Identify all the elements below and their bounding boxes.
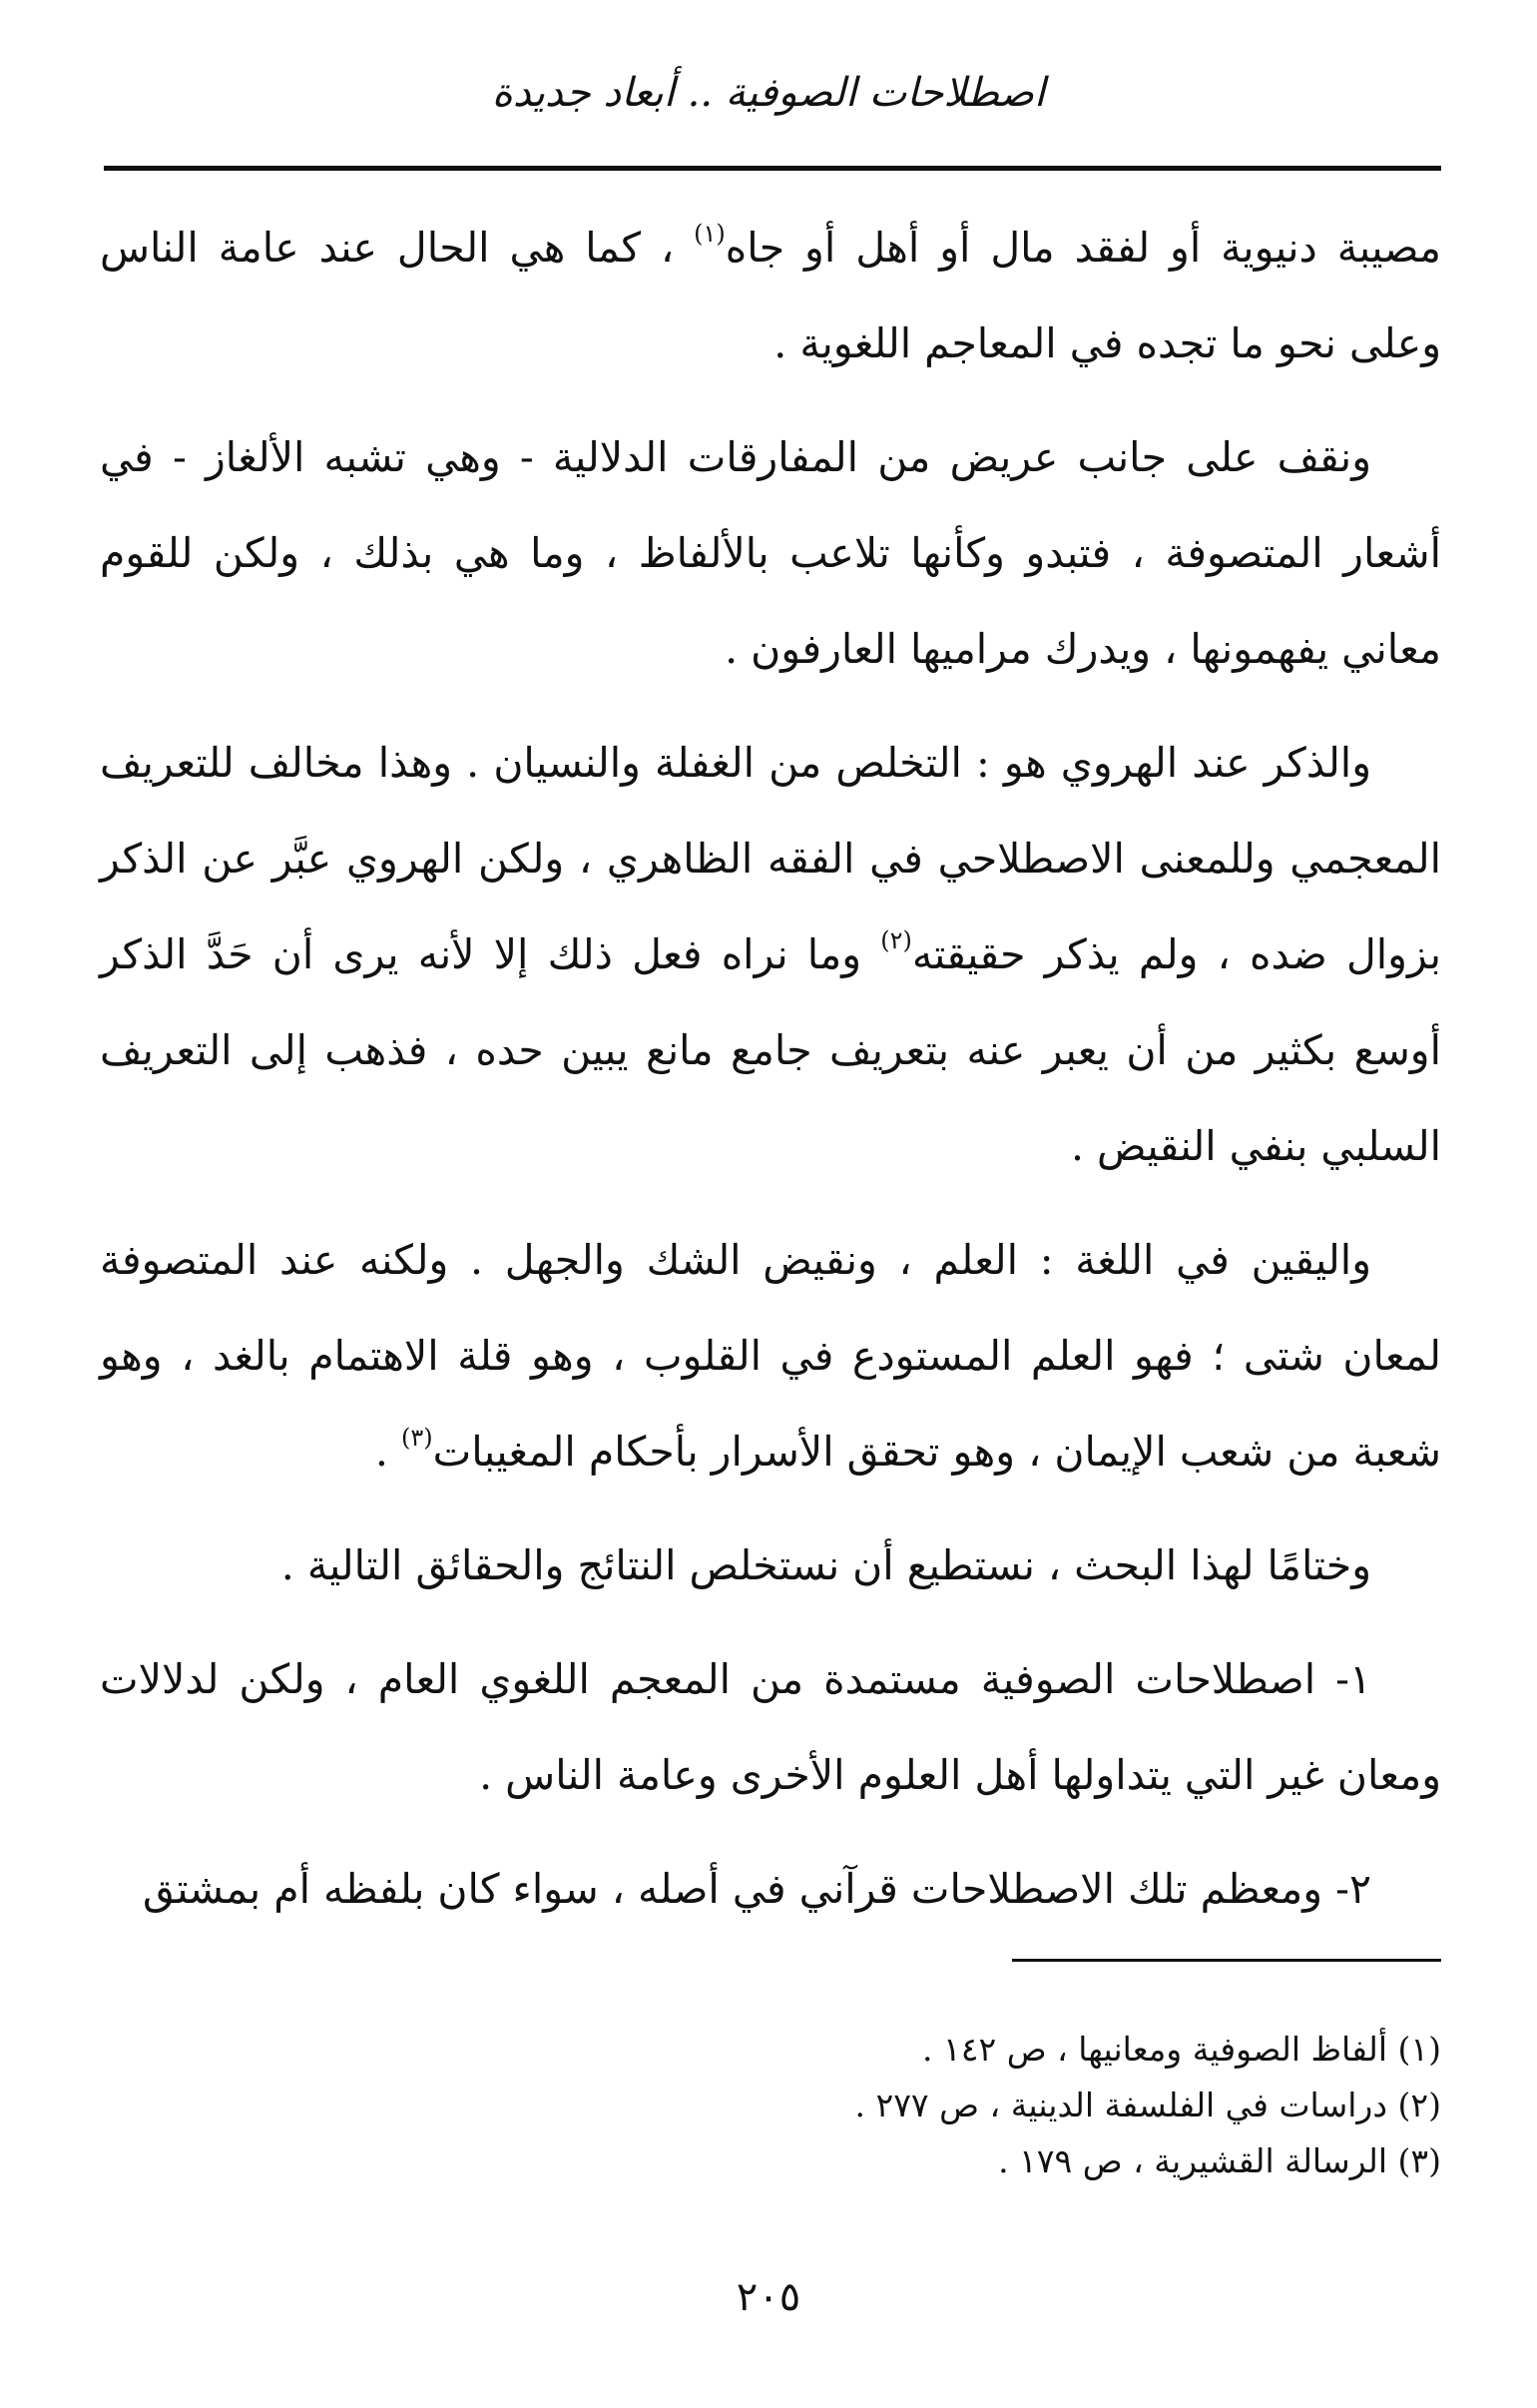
paragraph-2 xyxy=(100,409,1441,697)
footnote-ref-3: (٣) xyxy=(400,1424,433,1452)
list-item-1-text: ١- اصطلاحات الصوفية مستمدة من المعجم اللغوي العام ، ولكن لدلالات ومعان غير التي يتداولها أهل العلوم الأخرى وعامة الناس . xyxy=(100,1655,1441,1799)
footnote-ref-1: (١) xyxy=(694,220,726,248)
footnote-rule xyxy=(1012,1959,1441,1962)
paragraph-4-text-a: واليقين في اللغة : العلم ، ونقيض الشك والجهل . ولكنه عند المتصوفة لمعان شتى ؛ فهو العلم المستودع في القلوب ، وهو قلة الاهتمام بالغد ، وهو شعبة من شعب الإيمان ، وهو تحقق الأسرار بأحكام المغيبات xyxy=(100,1236,1441,1476)
paragraph-4 xyxy=(100,1212,1441,1500)
paragraph-5 xyxy=(100,1517,1441,1613)
paragraph-3 xyxy=(100,715,1441,1194)
paragraph-1 xyxy=(100,200,1441,391)
footnote-3: (٣) الرسالة القشيرية ، ص ١٧٩ . xyxy=(998,2141,1441,2180)
paragraph-4-text-b: . xyxy=(374,1428,401,1476)
list-item-2 xyxy=(100,1841,1441,1937)
footnote-ref-2: (٢) xyxy=(880,926,912,954)
paragraph-5-text: وختامًا لهذا البحث ، نستطيع أن نستخلص النتائج والحقائق التالية . xyxy=(280,1541,1371,1589)
footnote-2: (٢) دراسات في الفلسفة الدينية ، ص ٢٧٧ . xyxy=(854,2086,1441,2124)
footnotes xyxy=(100,2022,1441,2189)
running-header: اصطلاحات الصوفية .. أبعاد جديدة xyxy=(491,70,1046,116)
footnote-1: (١) ألفاظ الصوفية ومعانيها ، ص ١٤٢ . xyxy=(922,2030,1441,2069)
paragraph-3-text-a: والذكر عند الهروي هو : التخلص من الغفلة والنسيان . وهذا مخالف للتعريف المعجمي وللمعنى الاصطلاحي في الفقه الظاهري ، ولكن الهروي عبَّر عن الذكر بزوال ضده ، ولم يذكر حقيقته xyxy=(100,739,1441,978)
list-item-2-text: ٢- ومعظم تلك الاصطلاحات قرآني في أصله ، سواء كان بلفظه أم بمشتق xyxy=(142,1865,1371,1913)
paragraph-3-text-b: وما نراه فعل ذلك إلا لأنه يرى أن حَدَّ الذكر أوسع بكثير من أن يعبر عنه بتعريف جامع مانع يبين حده ، فذهب إلى التعريف السلبي بنفي النقيض . xyxy=(100,930,1441,1170)
page-number: ٢٠٥ xyxy=(736,2274,801,2320)
paragraph-1-text-b: ، كما هي الحال عند عامة الناس وعلى نحو ما تجده في المعاجم اللغوية . xyxy=(100,224,1441,367)
list-item-1 xyxy=(100,1631,1441,1823)
header-rule xyxy=(104,166,1441,171)
body-text xyxy=(100,200,1441,1955)
paragraph-2-text: ونقف على جانب عريض من المفارقات الدلالية - وهي تشبه الألغاز - في أشعار المتصوفة ، فتبدو وكأنها تلاعب بالألفاظ ، وما هي بذلك ، ولكن للقوم معاني يفهمونها ، ويدرك مراميها العارفون . xyxy=(100,433,1441,673)
paragraph-1-text-a: مصيبة دنيوية أو لفقد مال أو أهل أو جاه xyxy=(725,224,1441,272)
